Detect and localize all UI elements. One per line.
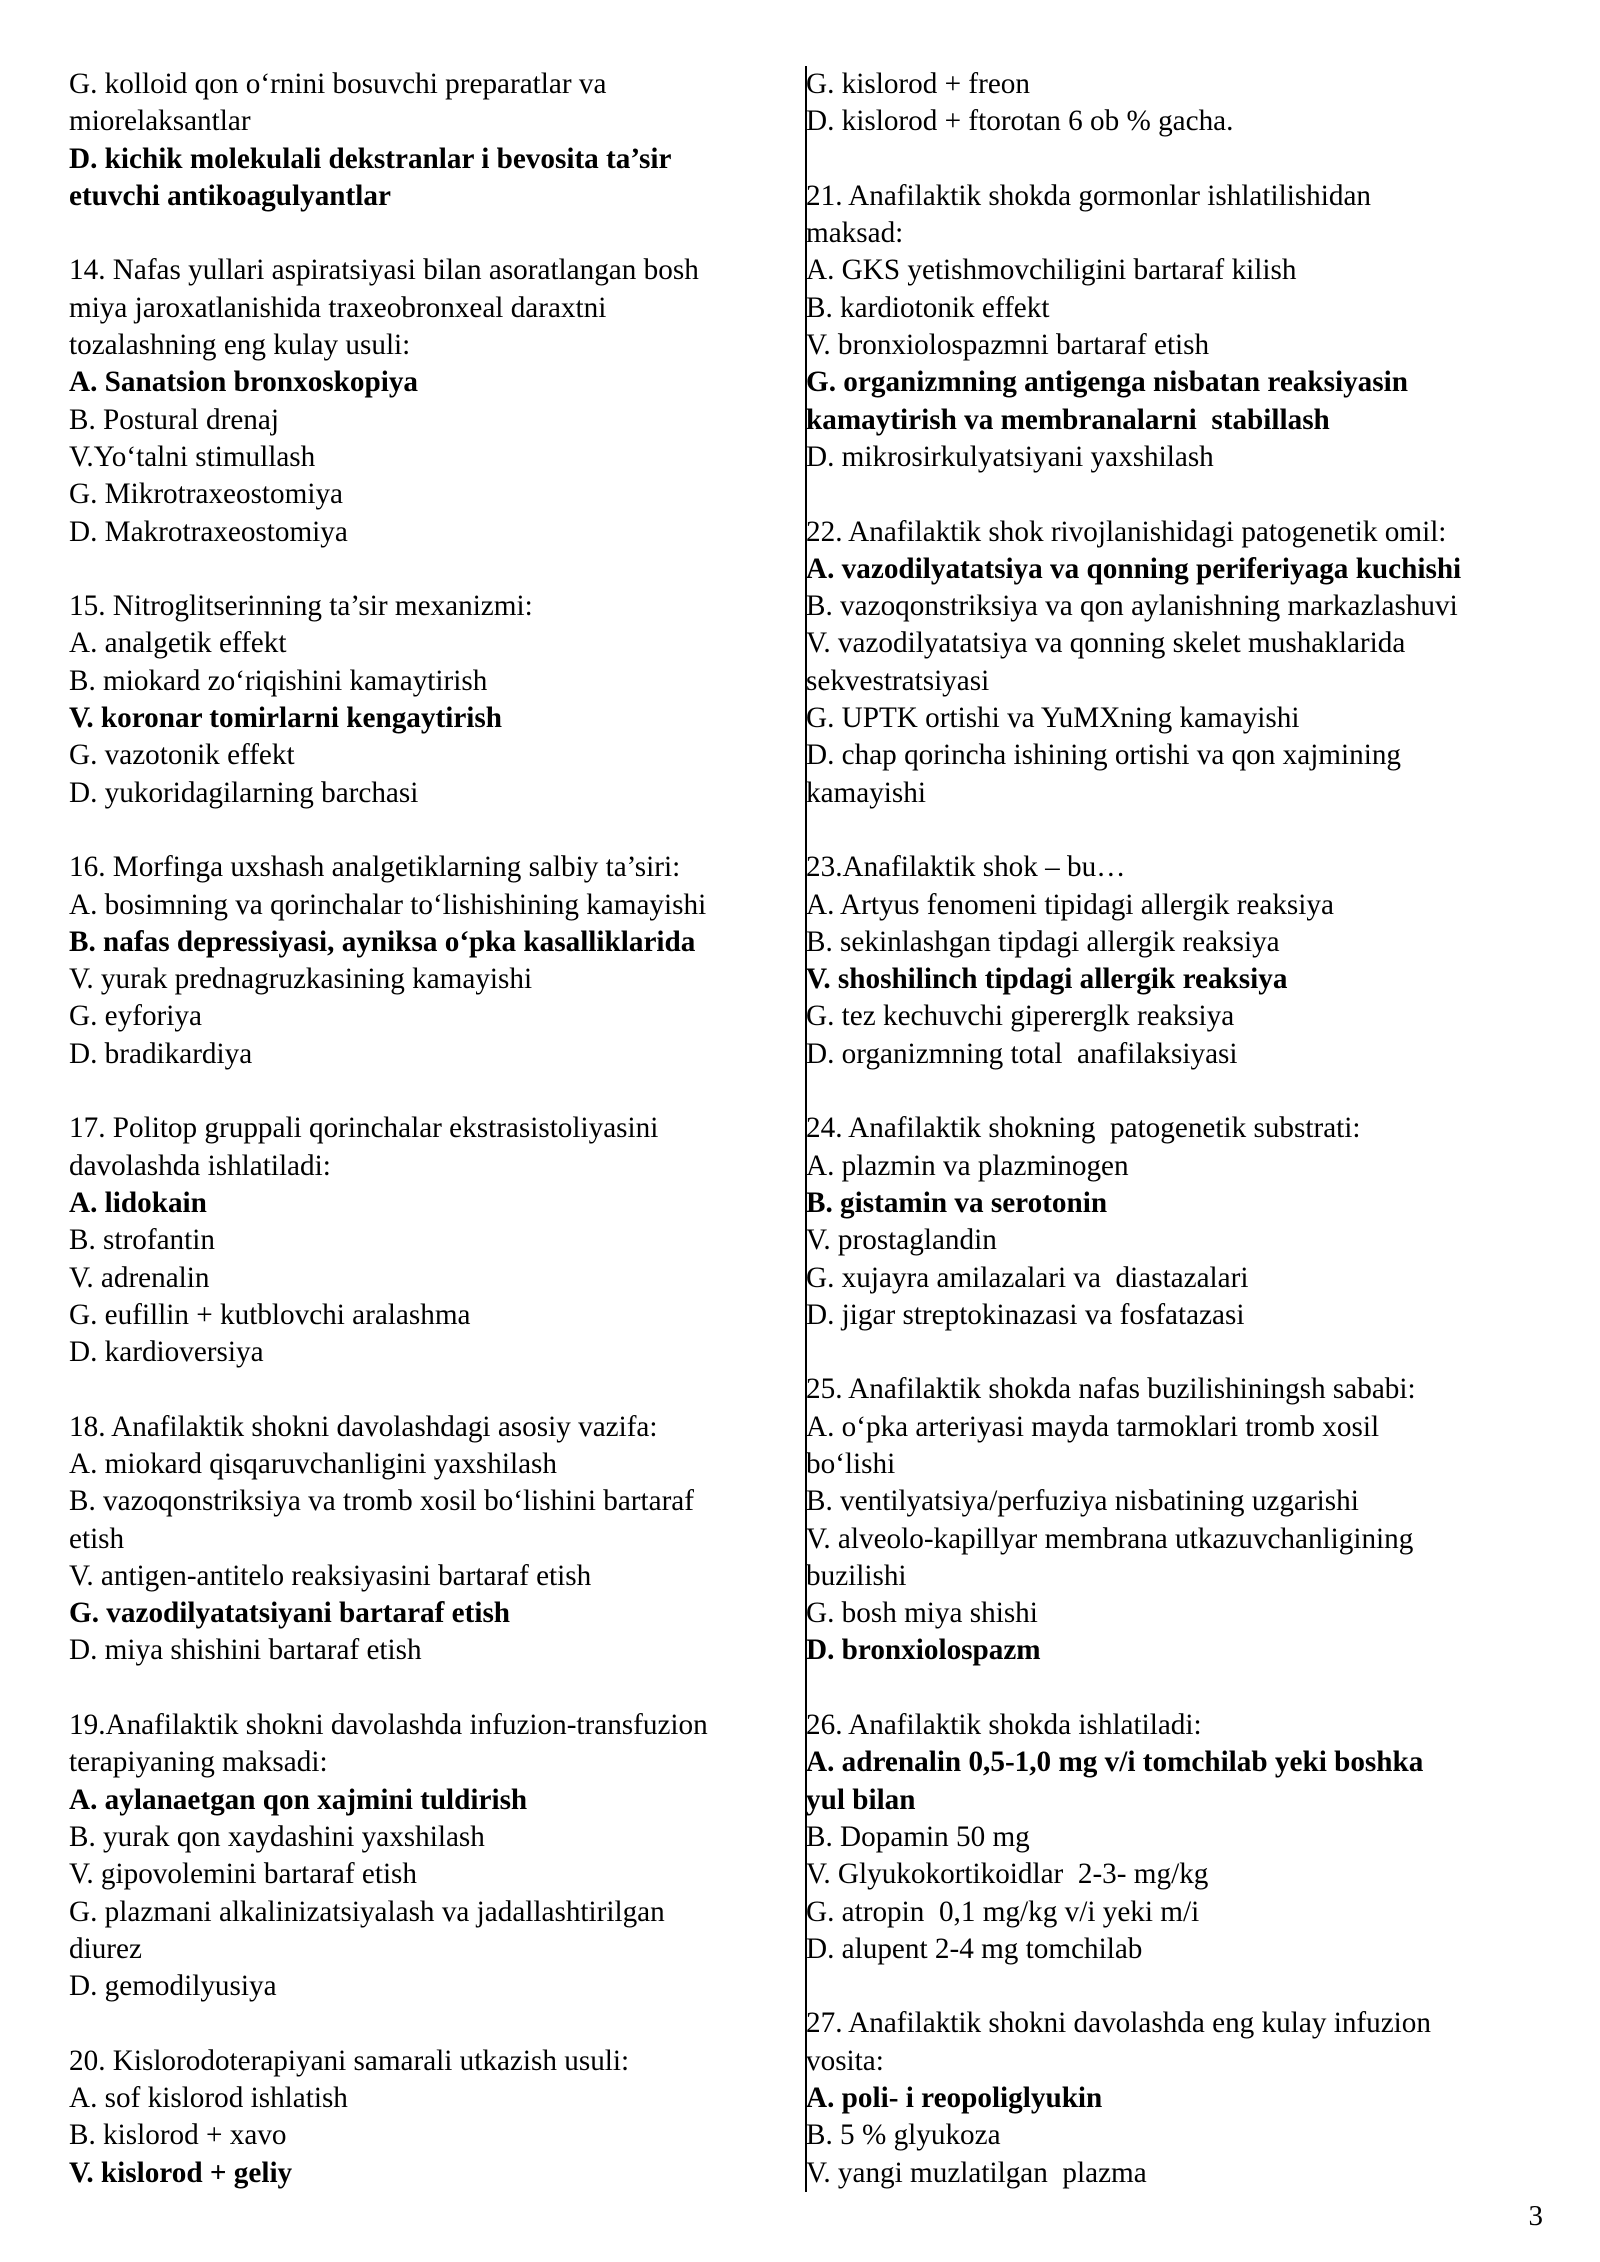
text-line: G. kolloid qon o‘rnini bosuvchi preparatlar va (69, 68, 607, 100)
text-line: G. atropin 0,1 mg/kg v/i yeki m/i (806, 1895, 1200, 1928)
blank-line (69, 1670, 789, 1707)
text-line: G. UPTK ortishi va YuMXning kamayishi (806, 702, 1300, 735)
correct-answer-line: G. vazodilyatatsiyani bartaraf etish (69, 1597, 511, 1630)
correct-answer-line: B. gistamin va serotonin (806, 1186, 1108, 1219)
text-line: 26. Anafilaktik shokda ishlatiladi: (806, 1709, 1202, 1742)
correct-answer-line: V. shoshilinch tipdagi allergik reaksiya (806, 963, 1288, 996)
text-line: D. miya shishini bartaraf etish (69, 1634, 422, 1667)
text-line: G. plazmani alkalinizatsiyalash va jadallashtirilgan (69, 1895, 665, 1928)
text-line: vosita: (806, 2044, 884, 2077)
correct-answer-line: V. kislorod + geliy (69, 2156, 293, 2189)
text-line: D. yukoridagilarning barchasi (69, 776, 419, 809)
blank-line (69, 812, 789, 849)
text-line: 24. Anafilaktik shokning patogenetik substrati: (806, 1112, 1361, 1145)
blank-line (69, 215, 789, 252)
text-line: 18. Anafilaktik shokni davolashdagi asosiy vazifa: (69, 1410, 658, 1443)
blank-line (806, 1670, 1546, 1707)
text-line: A. Artyus fenomeni tipidagi allergik reaksiya (806, 888, 1334, 921)
text-line: G. vazotonik effekt (69, 739, 295, 772)
blank-line (806, 141, 1546, 178)
text-line: B. vazoqonstriksiya va tromb xosil bo‘lishini bartaraf (69, 1485, 694, 1518)
correct-answer-line: D. kichik molekulali dekstranlar i bevosita ta’sir (69, 142, 672, 175)
text-line: D. jigar streptokinazasi va fosfatazasi (806, 1298, 1245, 1331)
correct-answer-line: D. bronxiolospazm (806, 1634, 1041, 1667)
text-line: V. Glyukokortikoidlar 2-3- mg/kg (806, 1858, 1209, 1891)
correct-answer-line: A. Sanatsion bronxoskopiya (69, 366, 419, 399)
text-line: B. ventilyatsiya/perfuziya nisbatining uzgarishi (806, 1485, 1359, 1518)
text-line: G. xujayra amilazalari va diastazalari (806, 1261, 1249, 1294)
text-line: 20. Kislorodoterapiyani samarali utkazish usuli: (69, 2044, 630, 2077)
blank-line (806, 812, 1546, 849)
correct-answer-line: A. poli- i reopoliglyukin (806, 2082, 1103, 2115)
text-line: V. adrenalin (69, 1261, 210, 1294)
blank-line (69, 1371, 789, 1408)
text-line: A. analgetik effekt (69, 627, 287, 660)
text-line: V. gipovolemini bartaraf etish (69, 1858, 418, 1891)
text-line: A. bosimning va qorinchalar to‘lishishining kamayishi (69, 888, 707, 921)
text-line: B. kardiotonik effekt (806, 291, 1050, 324)
correct-answer-line: B. nafas depressiyasi, ayniksa o‘pka kasalliklarida (69, 925, 696, 958)
text-line: A. plazmin va plazminogen (806, 1149, 1129, 1182)
text-line: 17. Politop gruppali qorinchalar ekstrasistoliyasini (69, 1112, 659, 1145)
text-line: D. bradikardiya (69, 1037, 253, 1070)
text-line: D. Makrotraxeostomiya (69, 515, 348, 548)
text-line: miya jaroxatlanishida traxeobronxeal daraxtni (69, 291, 607, 324)
text-line: D. gemodilyusiya (69, 1970, 277, 2003)
text-line: D. chap qorincha ishining ortishi va qon xajmining (806, 739, 1402, 772)
text-line: D. organizmning total anafilaksiyasi (806, 1037, 1238, 1070)
text-line: maksad: (806, 217, 904, 250)
text-line: etish (69, 1522, 125, 1555)
text-line: B. strofantin (69, 1224, 215, 1257)
blank-line (69, 1073, 789, 1110)
text-line: D. mikrosirkulyatsiyani yaxshilash (806, 440, 1214, 473)
text-line: D. kislorod + ftorotan 6 ob % gacha. (806, 105, 1234, 138)
left-column (69, 66, 789, 2192)
text-line: V. prostaglandin (806, 1224, 997, 1257)
blank-line (806, 1073, 1546, 1110)
text-line: davolashda ishlatiladi: (69, 1149, 331, 1182)
text-line: tozalashning eng kulay usuli: (69, 329, 411, 362)
text-line: V. antigen-antitelo reaksiyasini bartaraf etish (69, 1559, 592, 1592)
correct-answer-line: A. vazodilyatatsiya va qonning periferiyaga kuchishi (806, 552, 1462, 585)
text-line: 19.Anafilaktik shokni davolashda infuzion-transfuzion (69, 1709, 708, 1742)
text-line: B. 5 % glyukoza (806, 2119, 1001, 2152)
text-line: V. bronxiolospazmni bartaraf etish (806, 329, 1210, 362)
text-line: B. sekinlashgan tipdagi allergik reaksiya (806, 925, 1280, 958)
text-line: 23.Anafilaktik shok – bu… (806, 851, 1126, 884)
blank-line (69, 2005, 789, 2042)
page-number: 3 (1528, 2200, 1543, 2232)
text-line: buzilishi (806, 1559, 907, 1592)
correct-answer-line: G. organizmning antigenga nisbatan reaksiyasin (806, 366, 1408, 399)
blank-line (69, 551, 789, 588)
text-line: terapiyaning maksadi: (69, 1746, 328, 1779)
text-line: 14. Nafas yullari aspiratsiyasi bilan asoratlangan bosh (69, 254, 699, 287)
text-line: V. alveolo-kapillyar membrana utkazuvchanligining (806, 1522, 1414, 1555)
text-line: A. miokard qisqaruvchanligini yaxshilash (69, 1447, 557, 1480)
text-line: bo‘lishi (806, 1447, 896, 1480)
correct-answer-line: kamaytirish va membranalarni stabillash (806, 403, 1330, 436)
text-line: D. alupent 2-4 mg tomchilab (806, 1932, 1143, 1965)
text-line: G. Mikrotraxeostomiya (69, 478, 343, 511)
text-line: B. Dopamin 50 mg (806, 1820, 1030, 1853)
correct-answer-line: A. lidokain (69, 1186, 207, 1219)
correct-answer-line: A. adrenalin 0,5-1,0 mg v/i tomchilab yeki boshka (806, 1746, 1424, 1779)
text-line: B. miokard zo‘riqishini kamaytirish (69, 664, 488, 697)
text-line: miorelaksantlar (69, 105, 251, 138)
text-line: kamayishi (806, 776, 926, 809)
text-line: B. Postural drenaj (69, 403, 279, 436)
correct-answer-line: etuvchi antikoagulyantlar (69, 179, 391, 212)
text-line: G. tez kechuvchi gipererglk reaksiya (806, 1000, 1235, 1033)
text-line: D. kardioversiya (69, 1336, 264, 1369)
text-line: G. kislorod + freon (806, 68, 1030, 100)
text-line: B. vazoqonstriksiya va qon aylanishning markazlashuvi (806, 590, 1458, 623)
text-line: G. eyforiya (69, 1000, 202, 1033)
text-line: V. vazodilyatatsiya va qonning skelet mushaklarida (806, 627, 1406, 660)
text-line: A. o‘pka arteriyasi mayda tarmoklari tromb xosil (806, 1410, 1380, 1443)
text-line: sekvestratsiyasi (806, 664, 990, 697)
text-line: V. yangi muzlatilgan plazma (806, 2156, 1147, 2189)
correct-answer-line: V. koronar tomirlarni kengaytirish (69, 702, 502, 735)
text-line: 22. Anafilaktik shok rivojlanishidagi patogenetik omil: (806, 515, 1447, 548)
text-line: A. sof kislorod ishlatish (69, 2082, 348, 2115)
blank-line (806, 1968, 1546, 2005)
correct-answer-line: yul bilan (806, 1783, 916, 1816)
text-line: diurez (69, 1932, 142, 1965)
right-column (806, 66, 1546, 2192)
text-line: 21. Anafilaktik shokda gormonlar ishlatilishidan (806, 179, 1372, 212)
text-line: V.Yo‘talni stimullash (69, 440, 316, 473)
text-line: G. eufillin + kutblovchi aralashma (69, 1298, 471, 1331)
correct-answer-line: A. aylanaetgan qon xajmini tuldirish (69, 1783, 528, 1816)
text-line: A. GKS yetishmovchiligini bartaraf kilish (806, 254, 1297, 287)
text-line: 25. Anafilaktik shokda nafas buzilishiningsh sababi: (806, 1373, 1416, 1406)
blank-line (806, 476, 1546, 513)
text-line: 15. Nitroglitserinning ta’sir mexanizmi: (69, 590, 533, 623)
blank-line (806, 1334, 1546, 1371)
text-line: B. yurak qon xaydashini yaxshilash (69, 1820, 485, 1853)
text-line: 27. Anafilaktik shokni davolashda eng kulay infuzion (806, 2007, 1431, 2040)
text-line: 16. Morfinga uxshash analgetiklarning salbiy ta’siri: (69, 851, 681, 884)
text-line: V. yurak prednagruzkasining kamayishi (69, 963, 533, 996)
text-line: G. bosh miya shishi (806, 1597, 1038, 1630)
text-line: B. kislorod + xavo (69, 2119, 287, 2152)
